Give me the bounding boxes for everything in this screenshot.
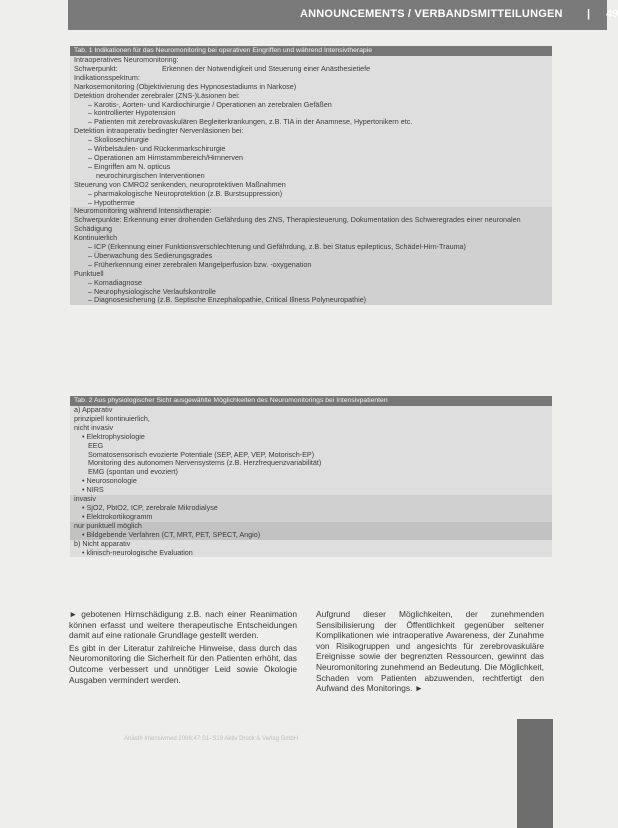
table-2 — [70, 396, 552, 557]
continuous-label: prinzipiell kontinuierlich, — [74, 413, 150, 423]
list-item: – Skoliosechirurgie — [88, 135, 149, 145]
noninvasive-label: nicht invasiv — [74, 422, 114, 432]
list-item: – Hypothermie — [88, 197, 135, 207]
list-item: – Diagnosesicherung (z.B. Septische Enzephalopathie, Critical Illness Polyneuropathie) — [88, 295, 367, 305]
nonapp-label: b) Nicht apparativ — [74, 538, 131, 548]
cerebral-detection: Detektion drohender zerebraler (ZNS-)Läsionen bei: — [74, 90, 240, 100]
list-item: – Früherkennung einer zerebralen Mangelperfusion bzw. -oxygenation — [88, 259, 312, 269]
table-2-apparative — [70, 406, 552, 495]
list-item: Monitoring des autonomen Nervensystems (z.B. Herzfrequenzvariabilität) — [88, 458, 322, 468]
list-item: • NIRS — [82, 485, 104, 495]
list-item: • SjO2, PbtO2, ICP, zerebrale Mikrodialyse — [82, 502, 218, 512]
page-header — [68, 0, 618, 30]
intraop-focus — [74, 65, 548, 74]
list-item: – Eingriffen am N. opticus — [88, 161, 171, 171]
list-item: – kontrollierter Hypotension — [88, 108, 176, 118]
list-item: • Bildgebende Verfahren (CT, MRT, PET, SPECT, Angio) — [82, 529, 261, 539]
icu-focus: Schwerpunkte: Erkennung einer drohenden Gefährdung des ZNS, Therapiesteuerung, Dokumentation des Schweregrades einer neuronalen Schädigung — [74, 215, 521, 234]
apparative-label: a) Apparativ — [74, 405, 113, 414]
table-1-icu-section — [70, 207, 552, 305]
list-item: – Karotis-, Aorten- und Kardiochirurgie / Operationen an zerebralen Gefäßen — [88, 99, 332, 109]
icu-continuous: Kontinuierlich — [74, 233, 118, 243]
body-column-left — [69, 609, 297, 687]
list-item: – Komadiagnose — [88, 277, 142, 287]
icu-heading: Neuromonitoring während Intensivtherapie: — [74, 206, 212, 216]
list-item: EMG (spontan und evoziert) — [88, 467, 178, 477]
table-1-caption: Tab. 1 Indikationen für das Neuromonitoring bei operativen Eingriffen und während Intensivtherapie — [70, 46, 552, 56]
list-item: EEG — [88, 440, 104, 450]
focus-value: Erkennen der Notwendigkeit und Steuerung einer Anästhesietiefe — [162, 63, 371, 73]
icu-selective: Punktuell — [74, 268, 104, 278]
table-1 — [70, 46, 552, 305]
margin-tab — [517, 719, 553, 828]
table-2-invasive — [70, 495, 552, 522]
neuroprotection: Steuerung von CMRO2 senkenden, neuroprotektiven Maßnahmen — [74, 179, 286, 189]
list-item: • klinisch-neurologische Evaluation — [82, 547, 193, 557]
list-item: – ICP (Erkennung einer Funktionsverschlechterung und Gefährdung, z.B. bei Status epilepticus, Schädel-Hirn-Trauma) — [88, 242, 466, 252]
list-item: – Neurophysiologische Verlaufskontrolle — [88, 286, 216, 296]
section-title: ANNOUNCEMENTS / VERBANDSMITTEILUNGEN — [300, 8, 563, 20]
body-column-right — [316, 609, 544, 696]
list-item: – Operationen am Hirnstammbereich/Hirnnerven — [88, 152, 244, 162]
list-item: • Elektrokortikogramm — [82, 511, 153, 521]
header-separator: | — [587, 8, 591, 20]
page-number: 49 — [606, 8, 618, 20]
paragraph: Aufgrund dieser Möglichkeiten, der zunehmenden Sensibilisierung der Öffentlichkeit gegenüber seltener Komplikationen wie intraoperative Awareness, der Zunahme von Risikogruppen und angesichts für zerebrovaskuläre Ereignisse sowie der begrenzten Ressourcen, gewinnt das Neuromonitoring zunehmend an Bedeutung. Die Möglichkeit, Schaden vom Patienten abzuwenden, rechtfertigt den Aufwand des Monitorings. ► — [316, 609, 544, 694]
narcosis-monitoring: Narkosemonitoring (Objektivierung des Hypnosestadiums in Narkose) — [74, 81, 297, 91]
intraop-heading: Intraoperatives Neuromonitoring: — [74, 55, 179, 64]
paragraph: Es gibt in der Literatur zahlreiche Hinweise, dass durch das Neuromonitoring die Sicherheit für den Patienten erhöht, das Outcome verbessert und unnötiger Leid sowie Ökologie Ausgaben vermindert werden. — [69, 642, 297, 685]
list-item: • Neurosonologie — [82, 476, 137, 486]
continue-arrow: ► — [414, 683, 423, 694]
list-item: – Überwachung des Sedierungsgrades — [88, 250, 213, 260]
table-1-intraop-section — [70, 56, 552, 207]
focus-key: Schwerpunkt: — [74, 63, 118, 73]
paragraph: ► gebotenen Hirnschädigung z.B. nach einer Reanimation können erfasst und weitere therapeutische Entscheidungen damit auf eine rationale Grundlage gestellt werden. — [69, 609, 297, 641]
list-item: • Elektrophysiologie — [82, 431, 145, 441]
list-item: Somatosensorisch evozierte Potentiale (SEP, AEP, VEP, Motorisch-EP) — [88, 449, 315, 459]
table-2-caption: Tab. 2 Aus physiologischer Sicht ausgewählte Möglichkeiten des Neuromonitorings bei Intensivpatienten — [70, 396, 552, 406]
indication-spectrum: Indikationsspektrum: — [74, 72, 140, 82]
table-2-point — [70, 522, 552, 540]
list-item: – Wirbelsäulen- und Rückenmarkschirurgie — [88, 144, 226, 154]
list-item: – pharmakologische Neuroprotektion (z.B. Burstsuppression) — [88, 188, 283, 198]
point-label: nur punktuell möglich — [74, 520, 142, 530]
list-item: – Patienten mit zerebrovaskulären Begleiterkrankungen, z.B. TIA in der Anamnese, Hypertonikern etc. — [88, 117, 413, 127]
nerve-detection: Detektion intraoperativ bedingter Nervenläsionen bei: — [74, 126, 244, 136]
table-2-nonapparative — [70, 540, 552, 558]
list-item: neurochirurgischen Interventionen — [96, 170, 205, 180]
invasive-label: invasiv — [74, 494, 96, 504]
page-footer: Anästh Intensivmed 2006;47:S1–S19 Aktiv Druck & Verlag GmbH — [124, 736, 299, 742]
